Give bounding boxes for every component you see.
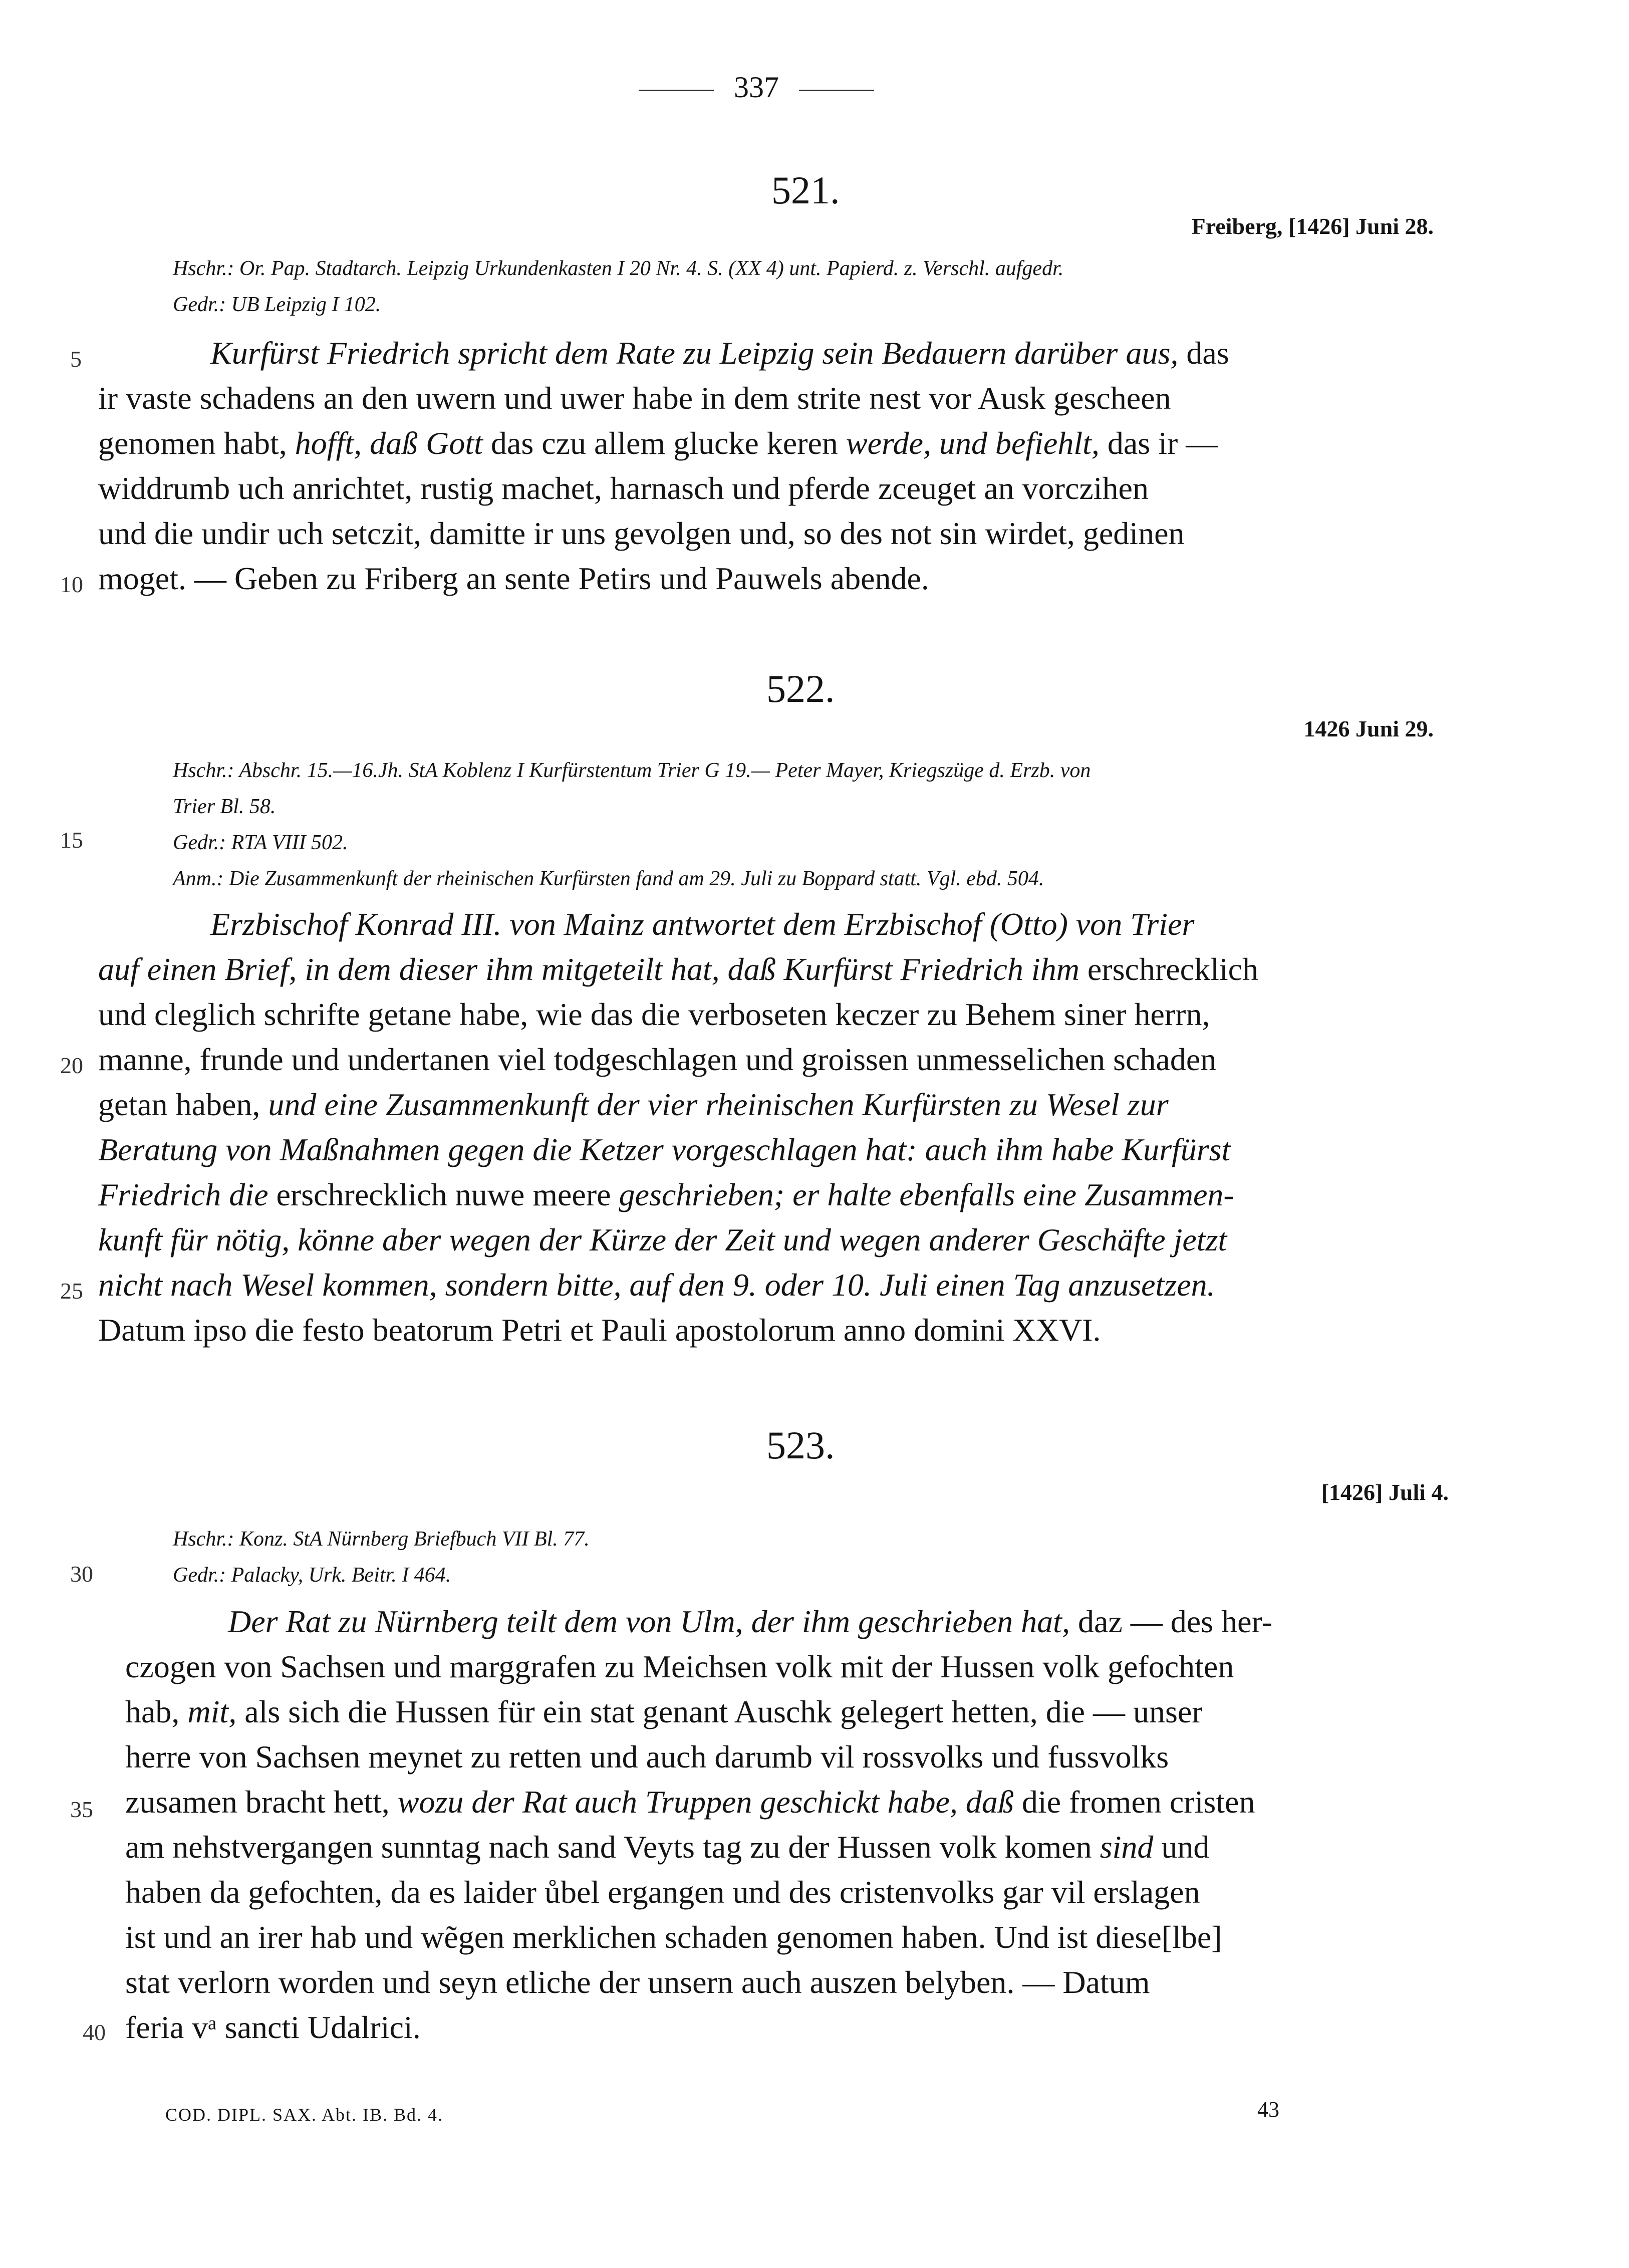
margin-line-number: 10 [60, 572, 83, 597]
text-line: zusamen bracht hett, wozu der Rat auch Truppen geschickt habe, daß die fromen cristen [125, 1784, 1255, 1820]
doc-date-521: Freiberg, [1426] Juni 28. [1191, 213, 1434, 239]
text-line: am nehstvergangen sunntag nach sand Veyts tag zu der Hussen volk komen sind und [125, 1829, 1210, 1865]
margin-line-number: 5 [70, 346, 82, 372]
text-line: haben da gefochten, da es laider ůbel ergangen und des cristenvolks gar vil erslagen [125, 1874, 1200, 1910]
doc-source-gedr-523: Gedr.: Palacky, Urk. Beitr. I 464. [173, 1564, 451, 1587]
margin-line-number: 25 [60, 1278, 83, 1304]
text-line: Friedrich die erschrecklich nuwe meere geschrieben; er halte ebenfalls eine Zusammen- [98, 1177, 1234, 1212]
text-line: stat verlorn worden und seyn etliche der unsern auch auszen belyben. — Datum [125, 1964, 1150, 2000]
doc-number-522: 522. [766, 667, 835, 710]
text-line: feria vᵃ sancti Udalrici. [125, 2009, 421, 2045]
doc-source-hschr-522: Hschr.: Abschr. 15.—16.Jh. StA Koblenz I Kurfürstentum Trier G 19.— Peter Mayer, Kriegszüge d. Erzb. von [173, 759, 1091, 782]
doc-source-hschr-522-cont: Trier Bl. 58. [173, 795, 276, 818]
doc-number-523: 523. [766, 1423, 835, 1467]
text-line: und cleglich schrifte getane habe, wie das die verboseten keczer zu Behem siner herrn, [98, 996, 1210, 1032]
doc-source-gedr-522: Gedr.: RTA VIII 502. [173, 831, 348, 854]
doc-source-hschr-523: Hschr.: Konz. StA Nürnberg Briefbuch VII Bl. 77. [173, 1528, 590, 1551]
doc-date-522: 1426 Juni 29. [1303, 716, 1434, 741]
doc-source-gedr-521: Gedr.: UB Leipzig I 102. [173, 293, 381, 316]
text-line: nicht nach Wesel kommen, sondern bitte, auf den 9. oder 10. Juli einen Tag anzusetzen. [98, 1267, 1215, 1303]
doc-note-522: Anm.: Die Zusammenkunft der rheinischen Kurfürsten fand am 29. Juli zu Boppard statt. Vgl. ebd. 504. [173, 867, 1044, 890]
text-line: widdrumb uch anrichtet, rustig machet, harnasch und pferde zceuget an vorczihen [98, 470, 1149, 506]
doc-date-523: [1426] Juli 4. [1321, 1479, 1449, 1505]
text-line: kunft für nötig, könne aber wegen der Kürze der Zeit und wegen anderer Geschäfte jetzt [98, 1222, 1227, 1257]
footer-citation: COD. DIPL. SAX. Abt. IB. Bd. 4. [165, 2105, 444, 2125]
header-rule-left [639, 90, 714, 91]
text-line: Datum ipso die festo beatorum Petri et Pauli apostolorum anno domini XXVI. [98, 1312, 1101, 1348]
text-line: ir vaste schadens an den uwern und uwer habe in dem strite nest vor Ausk gescheen [98, 380, 1171, 416]
text-line: auf einen Brief, in dem dieser ihm mitgeteilt hat, daß Kurfürst Friedrich ihm erschrecklich [98, 951, 1259, 987]
text-line: genomen habt, hofft, daß Gott das czu allem glucke keren werde, und befiehlt, das ir — [98, 425, 1218, 461]
doc-number-521: 521. [771, 168, 840, 212]
margin-line-number: 30 [70, 1561, 93, 1587]
page-number: 337 [734, 71, 779, 104]
text-line: Kurfürst Friedrich spricht dem Rate zu Leipzig sein Bedauern darüber aus, das [210, 335, 1229, 371]
margin-line-number: 15 [60, 827, 83, 853]
doc-source-hschr-521: Hschr.: Or. Pap. Stadtarch. Leipzig Urkundenkasten I 20 Nr. 4. S. (XX 4) unt. Papierd. z. Verschl. aufgedr. [173, 257, 1064, 280]
text-line: hab, mit, als sich die Hussen für ein stat genant Auschk gelegert hetten, die — unser [125, 1694, 1203, 1729]
margin-line-number: 40 [83, 2020, 106, 2045]
page-header [616, 70, 897, 105]
footer-signature-number: 43 [1257, 2097, 1279, 2122]
text-line: Erzbischof Konrad III. von Mainz antwortet dem Erzbischof (Otto) von Trier [210, 906, 1195, 942]
text-line: ist und an irer hab und wẽgen merklichen schaden genomen haben. Und ist diese[lbe] [125, 1919, 1222, 1955]
text-line: und die undir uch setczit, damitte ir uns gevolgen und, so des not sin wirdet, gedinen [98, 516, 1185, 551]
margin-line-number: 35 [70, 1797, 93, 1822]
text-line: moget. — Geben zu Friberg an sente Petirs und Pauwels abende. [98, 561, 929, 596]
text-line: herre von Sachsen meynet zu retten und auch darumb vil rossvolks und fussvolks [125, 1739, 1169, 1775]
text-line: czogen von Sachsen und marggrafen zu Meichsen volk mit der Hussen volk gefochten [125, 1649, 1234, 1684]
text-line: getan haben, und eine Zusammenkunft der vier rheinischen Kurfürsten zu Wesel zur [98, 1087, 1169, 1122]
text-line: Der Rat zu Nürnberg teilt dem von Ulm, der ihm geschrieben hat, daz — des her- [228, 1604, 1272, 1639]
text-line: manne, frunde und undertanen viel todgeschlagen und groissen unmesselichen schaden [98, 1042, 1217, 1077]
text-line: Beratung von Maßnahmen gegen die Ketzer vorgeschlagen hat: auch ihm habe Kurfürst [98, 1132, 1231, 1167]
header-rule-right [799, 90, 874, 91]
margin-line-number: 20 [60, 1053, 83, 1078]
